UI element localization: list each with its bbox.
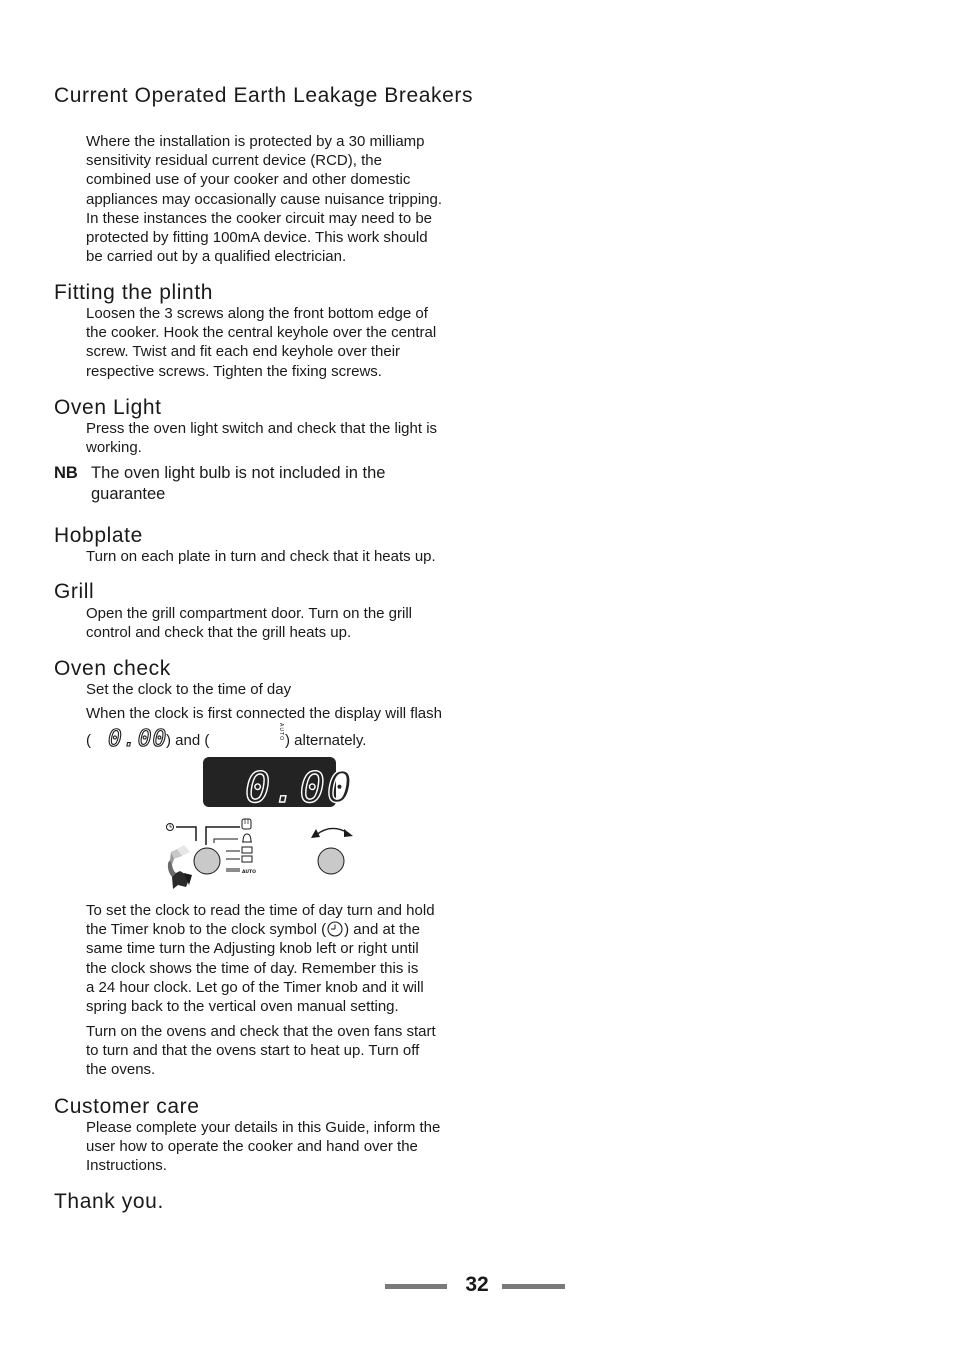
body-line: to turn and that the ovens start to heat up. Turn off: [86, 1042, 420, 1060]
body-line: the cooker. Hook the central keyhole over the central: [86, 324, 437, 342]
body-line: be carried out by a qualified electrician.: [86, 248, 347, 266]
body-line: respective screws. Tighten the fixing screws.: [86, 362, 382, 380]
adjusting-knob: [318, 848, 344, 874]
section-title-customer-care: Customer care: [54, 1095, 200, 1118]
cook-start-icon: [226, 847, 252, 871]
body-line: [86, 920, 470, 939]
section-title-hobplate: Hobplate: [54, 524, 143, 547]
body-line: working.: [86, 439, 142, 457]
nb-label: NB: [54, 464, 78, 482]
plinth-body: [86, 304, 470, 381]
oven-check-line2: When the clock is first connected the display will flash: [86, 705, 442, 722]
body-line: control and check that the grill heats up.: [86, 624, 352, 642]
oven-fans-body: [86, 1022, 470, 1080]
body-line: the ovens.: [86, 1061, 156, 1079]
body-text: ) and at the: [344, 921, 420, 939]
hand-icon: [242, 819, 251, 829]
body-line: Open the grill compartment door. Turn on the grill: [86, 605, 413, 622]
rcd-body: [86, 132, 470, 266]
nb-line: guarantee: [91, 485, 166, 503]
nb-line: The oven light bulb is not included in the: [91, 464, 386, 482]
flash-display: 0.00: [108, 726, 168, 752]
body-line: To set the clock to read the time of day turn and hold: [86, 902, 435, 919]
body-line: Instructions.: [86, 1157, 167, 1175]
footer-bar-left: [385, 1284, 447, 1289]
flash-end: ) alternately.: [285, 732, 367, 749]
footer-bar-right: [502, 1284, 565, 1289]
clock-icon: [167, 824, 174, 831]
inline-display-digits: [108, 726, 168, 752]
thank-you-heading: Thank you.: [54, 1190, 164, 1213]
knob-diagram: [160, 815, 360, 895]
flash-line: [86, 722, 470, 753]
body-line: Press the oven light switch and check that the light is: [86, 420, 438, 437]
section-title-plinth: Fitting the plinth: [54, 281, 214, 304]
body-line: protected by fitting 100mA device. This work should: [86, 229, 428, 247]
body-line: screw. Twist and fit each end keyhole over their: [86, 343, 401, 361]
flash-mid: ) and (: [166, 732, 210, 749]
body-text: the Timer knob to the clock symbol (: [86, 921, 327, 939]
flash-open: (: [86, 732, 91, 749]
clock-setting-body: [86, 901, 470, 1016]
customer-care-body: [86, 1118, 470, 1176]
body-line: the clock shows the time of day. Remember this is: [86, 959, 419, 977]
timer-display: [203, 757, 355, 812]
body-line: Please complete your details in this Guide, inform the: [86, 1119, 441, 1136]
clock-symbol-icon: [326, 921, 344, 937]
timer-knob: [194, 848, 220, 874]
oven-light-body: [86, 419, 470, 457]
section-title-oven-check: Oven check: [54, 657, 171, 680]
section-title-grill: Grill: [54, 580, 95, 603]
nb-note: [54, 463, 451, 505]
body-line: appliances may occasionally cause nuisance tripping.: [86, 190, 443, 208]
display-digits: 0.00: [245, 763, 355, 812]
page-number: 32: [465, 1273, 489, 1296]
body-line: combined use of your cooker and other domestic: [86, 171, 411, 189]
section-title-oven-light: Oven Light: [54, 396, 162, 419]
body-line: sensitivity residual current device (RCD), the: [86, 152, 382, 170]
body-line: Turn on each plate in turn and check that it heats up.: [86, 548, 436, 565]
rotation-arc-icon: [168, 845, 192, 889]
bell-icon: [242, 834, 252, 842]
body-line: same time turn the Adjusting knob left or right until: [86, 940, 419, 958]
hobplate-body: [86, 547, 470, 566]
auto-label: AUTO: [242, 870, 256, 875]
body-line: Loosen the 3 screws along the front bottom edge of: [86, 305, 428, 322]
body-line: spring back to the vertical oven manual setting.: [86, 998, 399, 1016]
body-line: user how to operate the cooker and hand over the: [86, 1138, 418, 1156]
body-line: Turn on the ovens and check that the oven fans start: [86, 1023, 436, 1040]
body-line: Where the installation is protected by a 30 milliamp: [86, 133, 425, 150]
svg-text:AUTO: AUTO: [278, 722, 284, 742]
body-line: a 24 hour clock. Let go of the Timer knob and it will: [86, 978, 424, 996]
section-title-rcd: Current Operated Earth Leakage Breakers: [54, 84, 474, 107]
body-line: In these instances the cooker circuit may need to be: [86, 209, 433, 227]
grill-body: [86, 604, 470, 642]
oven-check-line1: Set the clock to the time of day: [86, 681, 292, 698]
left-right-arrow-icon: [311, 828, 353, 838]
